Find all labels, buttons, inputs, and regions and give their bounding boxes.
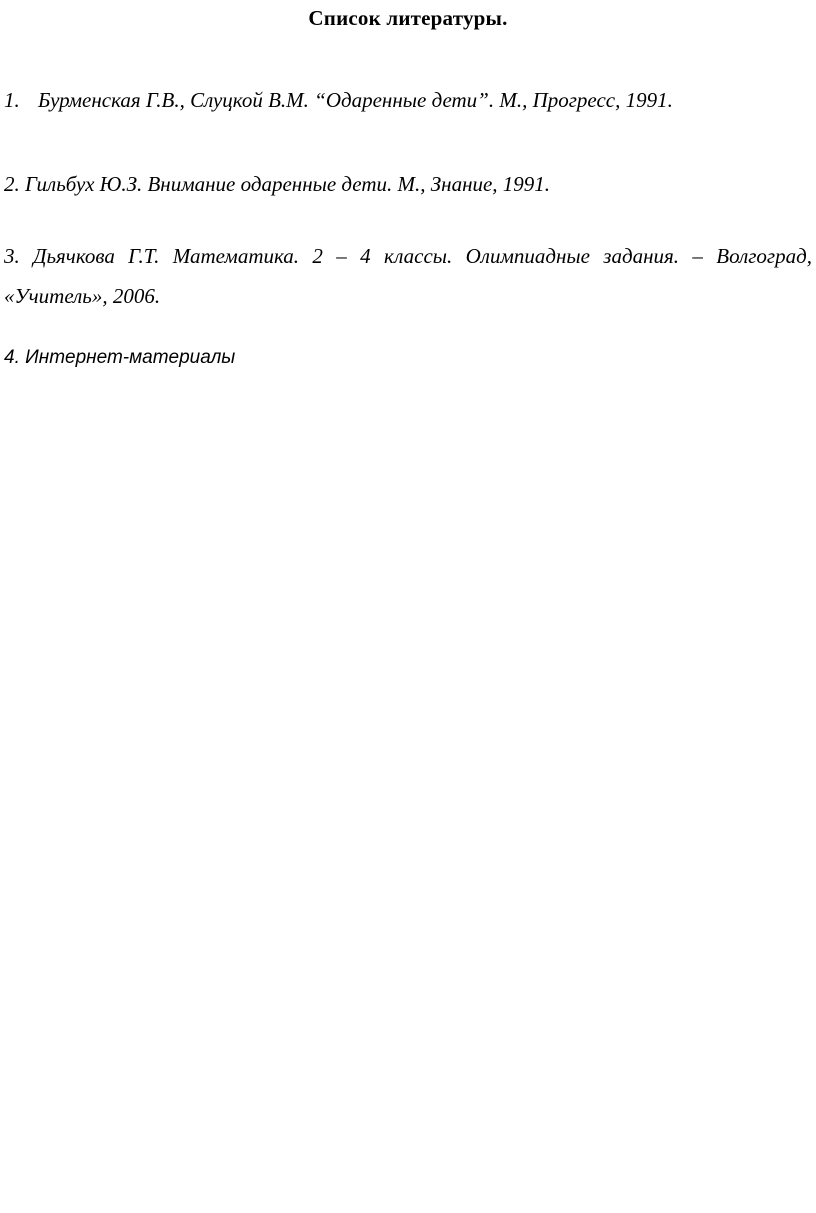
reference-number: 1.: [4, 88, 20, 112]
reference-number: 3.: [4, 244, 20, 268]
reference-item: [4, 236, 812, 316]
reference-item: [4, 86, 673, 114]
reference-item: [4, 344, 235, 372]
reference-item: [4, 170, 550, 198]
reference-text: Интернет-материалы: [25, 347, 236, 368]
reference-text: Бурменская Г.В., Слуцкой В.М. “Одаренные дети”. М., Прогресс, 1991.: [38, 88, 673, 112]
reference-number: 4.: [4, 347, 20, 368]
reference-text: Дьячкова Г.Т. Математика. 2 – 4 классы. Олимпиадные задания. – Волгоград, «Учитель», 2006.: [4, 244, 812, 308]
reference-number: 2.: [4, 172, 20, 196]
page-title: Список литературы.: [308, 6, 508, 30]
reference-text: Гильбух Ю.З. Внимание одаренные дети. М., Знание, 1991.: [25, 172, 551, 196]
